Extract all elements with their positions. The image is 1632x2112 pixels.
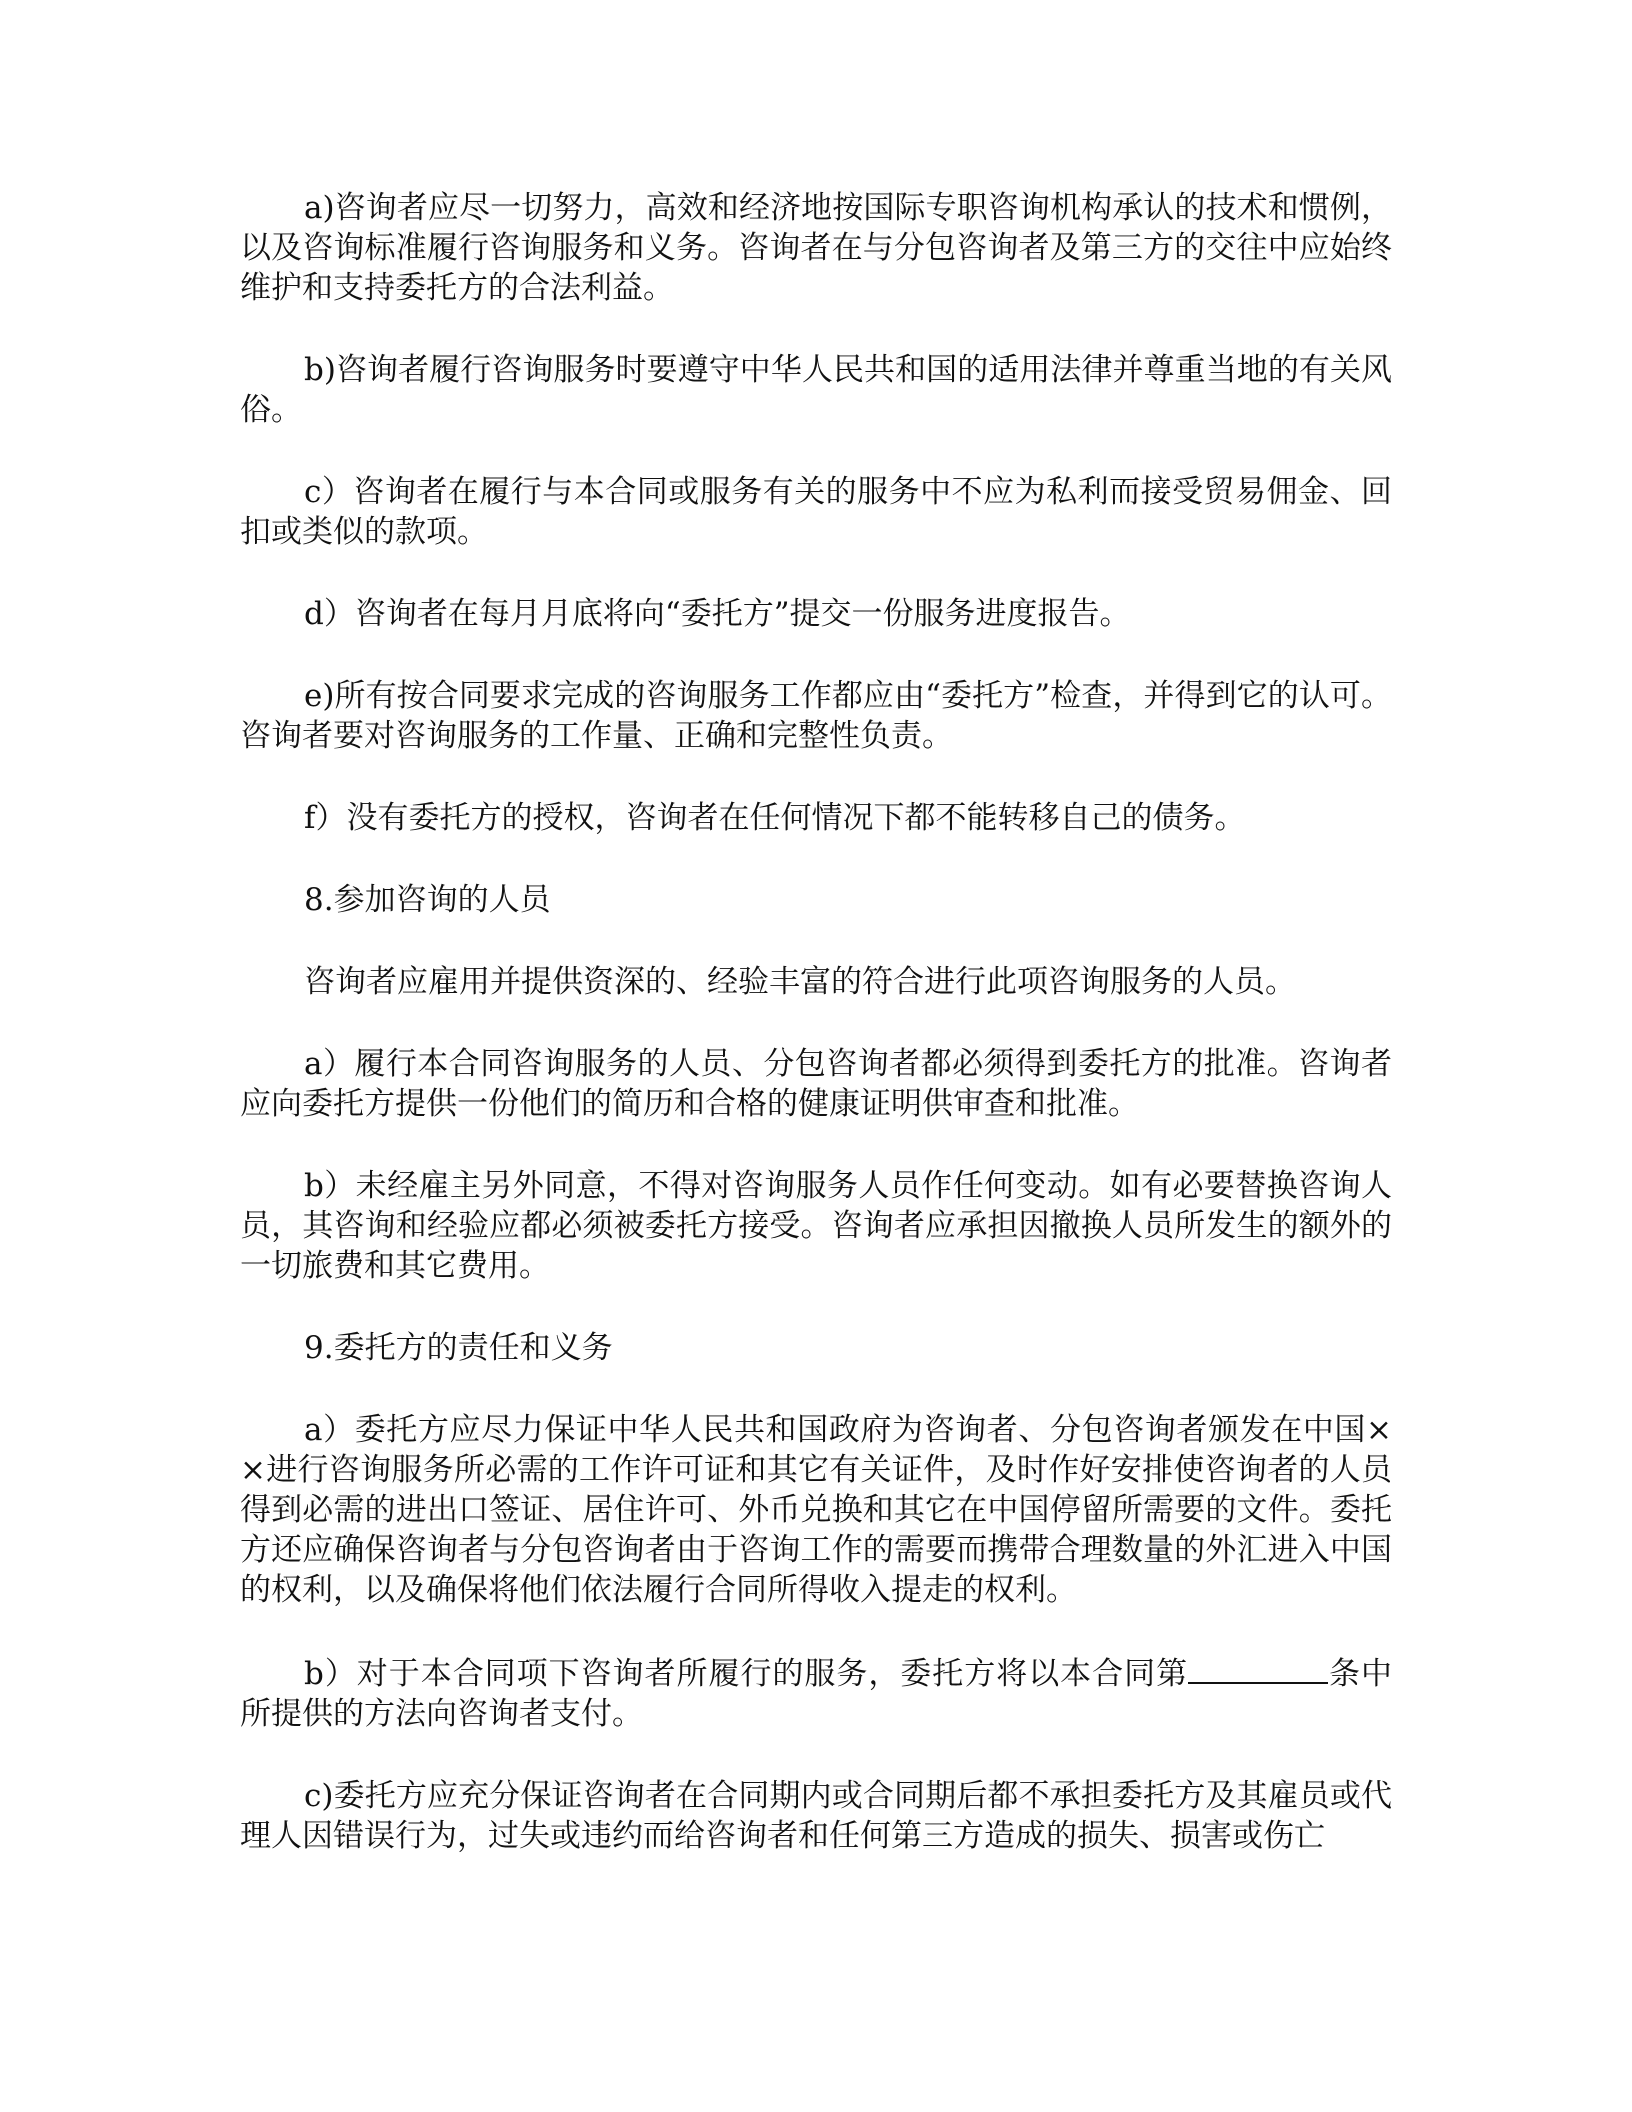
clause-9c: c)委托方应充分保证咨询者在合同期内或合同期后都不承担委托方及其雇员或代理人因错误行为，过失或违约而给咨询者和任何第三方造成的损失、损害或伤亡: [240, 1778, 1392, 1854]
section-8-heading: 8.参加咨询的人员: [304, 882, 551, 918]
clause-8a: a）履行本合同咨询服务的人员、分包咨询者都必须得到委托方的批准。咨询者应向委托方提供一份他们的简历和合格的健康证明供审查和批准。: [240, 1046, 1392, 1122]
clause-7d: d）咨询者在每月月底将向“委托方”提交一份服务进度报告。: [304, 596, 1131, 632]
clause-9b: [240, 1652, 1392, 1734]
clause-8b: b）未经雇主另外同意，不得对咨询服务人员作任何变动。如有必要替换咨询人员，其咨询和经验应都必须被委托方接受。咨询者应承担因撤换人员所发生的额外的一切旅费和其它费用。: [240, 1168, 1392, 1284]
section-8-intro: 咨询者应雇用并提供资深的、经验丰富的符合进行此项咨询服务的人员。: [304, 964, 1296, 1000]
clause-7a: a)咨询者应尽一切努力，高效和经济地按国际专职咨询机构承认的技术和惯例，以及咨询标准履行咨询服务和义务。咨询者在与分包咨询者及第三方的交往中应始终维护和支持委托方的合法利益。: [240, 190, 1392, 306]
clause-7c: c）咨询者在履行与本合同或服务有关的服务中不应为私利而接受贸易佣金、回扣或类似的款项。: [240, 474, 1392, 550]
clause-9a: a）委托方应尽力保证中华人民共和国政府为咨询者、分包咨询者颁发在中国××进行咨询服务所必需的工作许可证和其它有关证件，及时作好安排使咨询者的人员得到必需的进出口签证、居住许可、外币兑换和其它在中国停留所需要的文件。委托方还应确保咨询者与分包咨询者由于咨询工作的需要而携带合理数量的外汇进入中国的权利，以及确保将他们依法履行合同所得收入提走的权利。: [240, 1412, 1392, 1608]
article-number-blank: [1188, 1652, 1328, 1684]
clause-9b-text-after: 条中所提供的方法向咨询者支付。: [240, 1656, 1393, 1732]
clause-7f: f）没有委托方的授权，咨询者在任何情况下都不能转移自己的债务。: [304, 800, 1246, 836]
clause-7e: e)所有按合同要求完成的咨询服务工作都应由“委托方”检查，并得到它的认可。咨询者要对咨询服务的工作量、正确和完整性负责。: [240, 678, 1392, 754]
document-body: [240, 188, 1392, 1898]
section-9-heading: 9.委托方的责任和义务: [304, 1330, 613, 1366]
clause-7b: b)咨询者履行咨询服务时要遵守中华人民共和国的适用法律并尊重当地的有关风俗。: [240, 352, 1392, 428]
clause-9b-text-before: b）对于本合同项下咨询者所履行的服务，委托方将以本合同第: [304, 1656, 1189, 1692]
